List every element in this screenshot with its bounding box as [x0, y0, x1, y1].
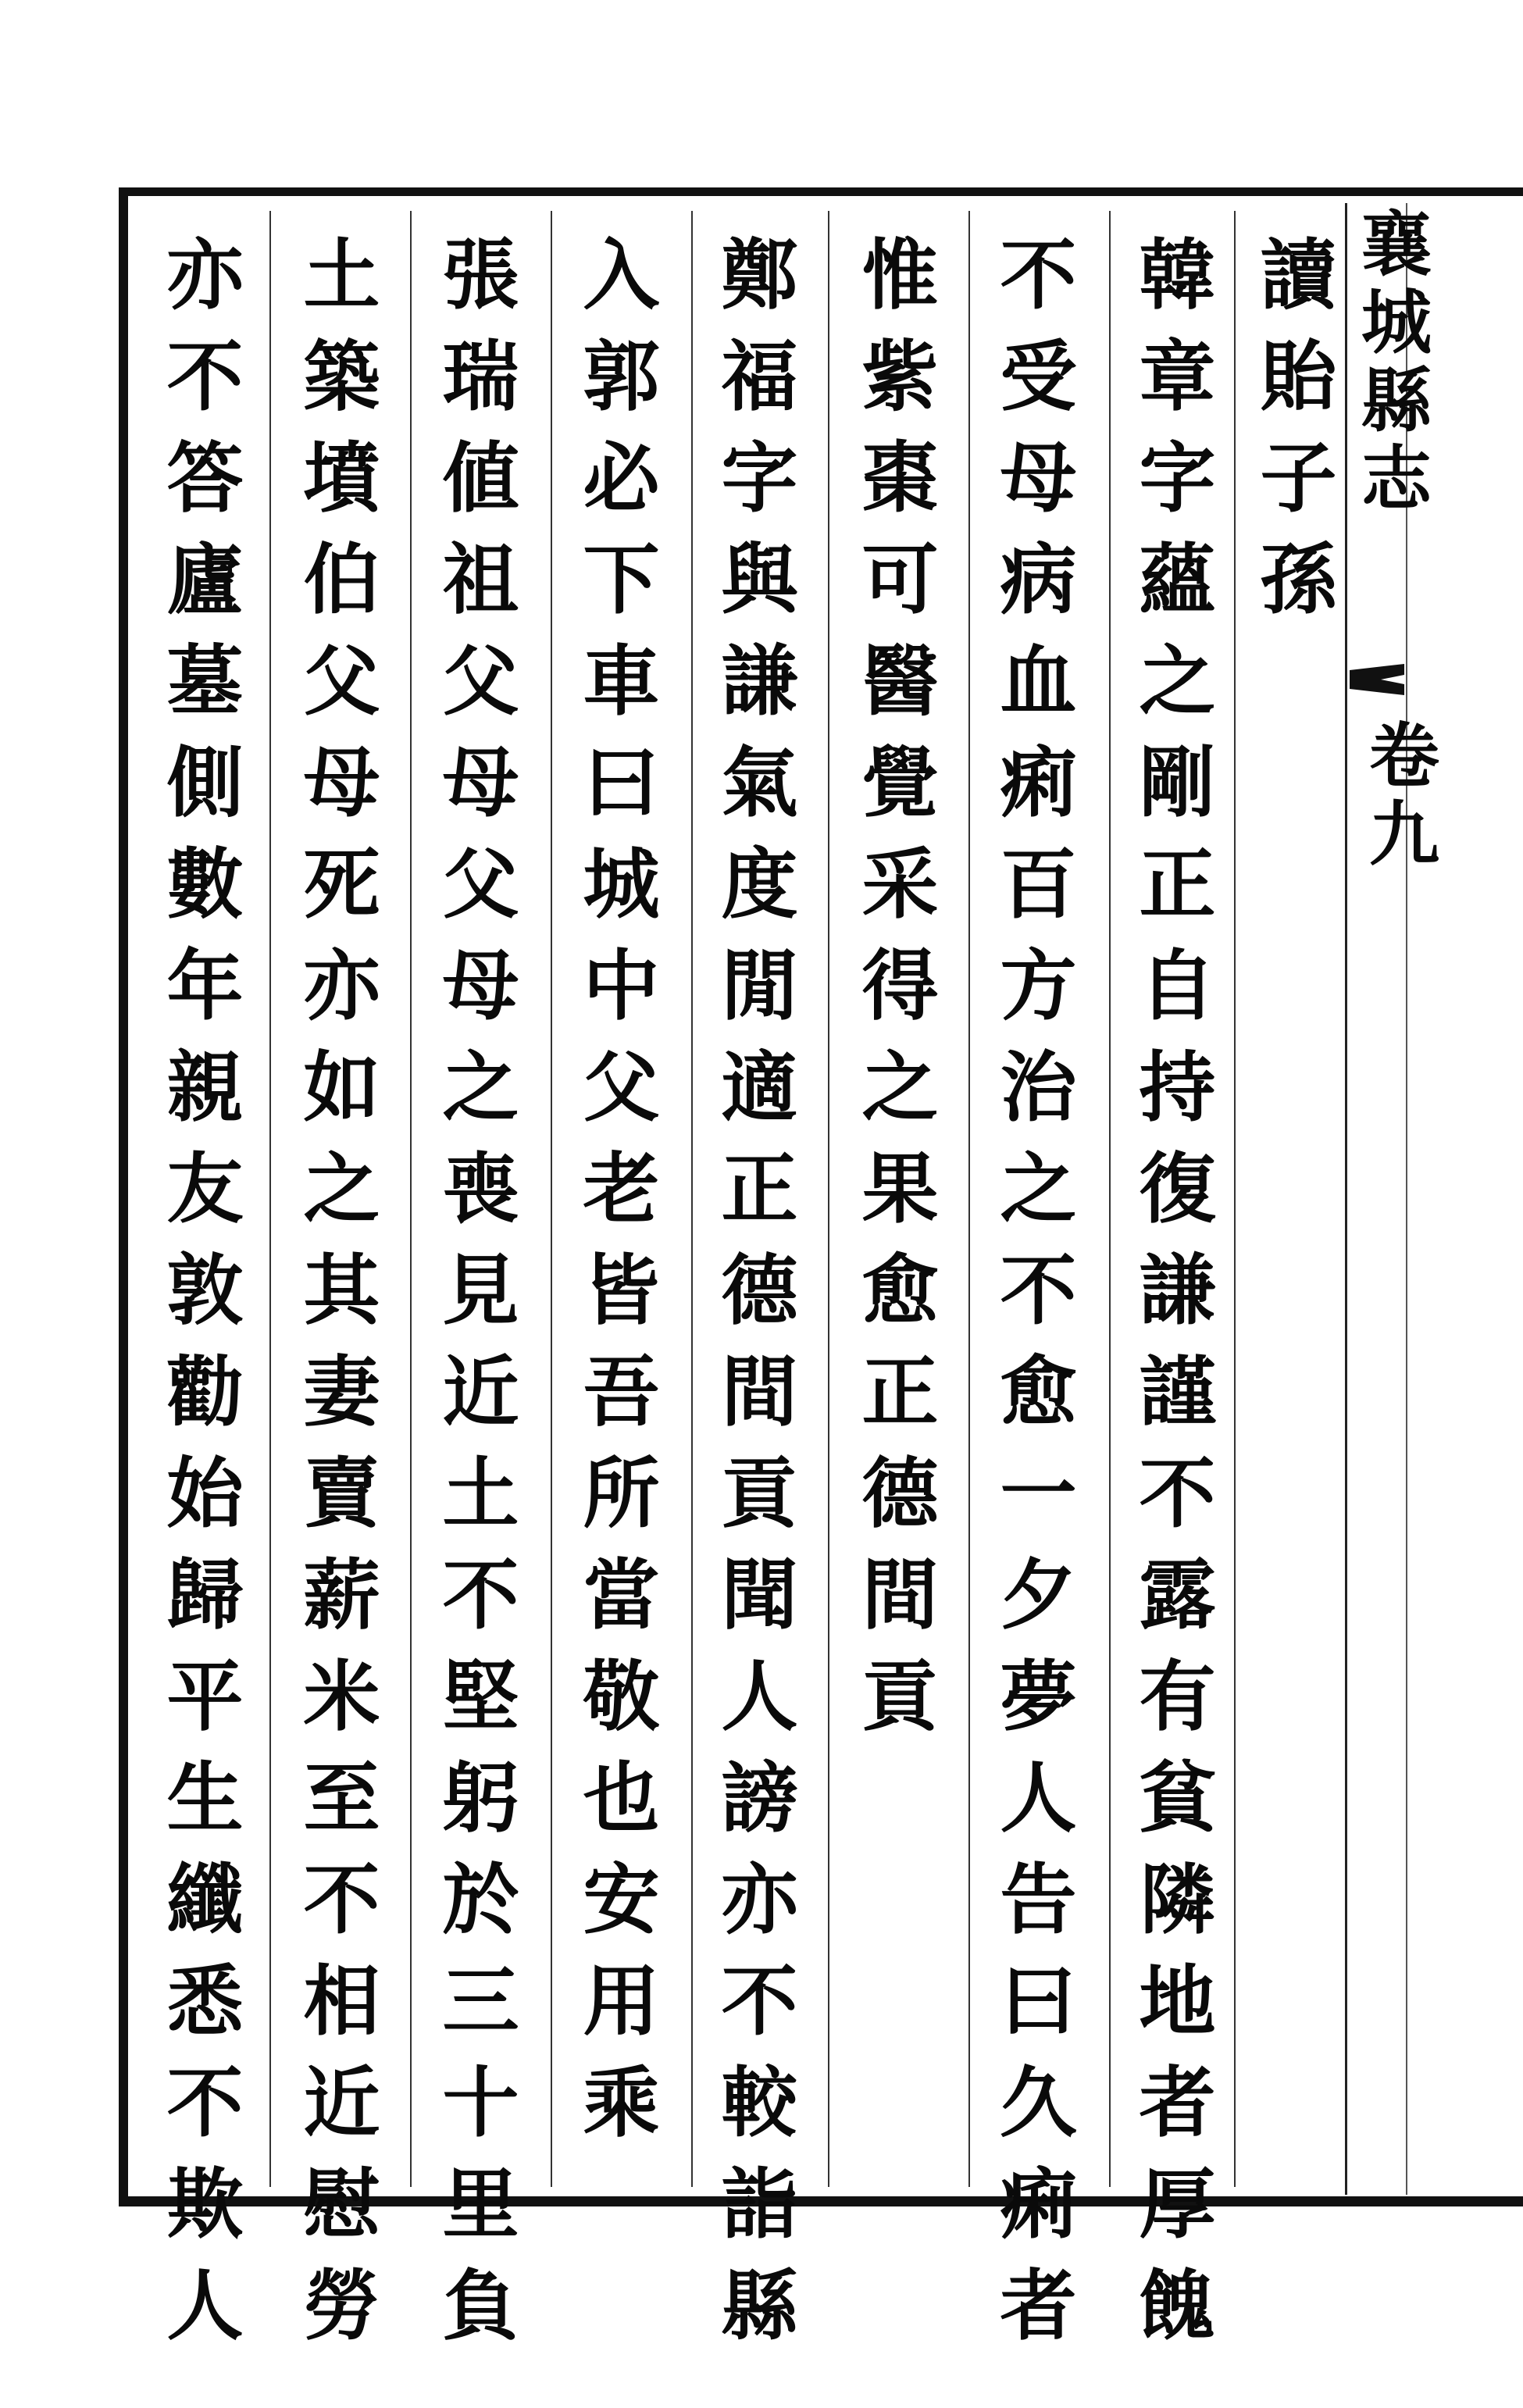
margin-book-title: 襄城縣志	[1349, 207, 1432, 519]
text-column-2: 韓章字蘊之剛正自持復謙謹不露有貧隣地者厚餽	[1126, 234, 1216, 2367]
text-column-8: 土築墳伯父母死亦如之其妻賣薪米至不相近慰勞	[291, 234, 380, 2367]
column-rule	[269, 211, 271, 2187]
margin-divider	[1345, 203, 1347, 2195]
column-rule	[828, 211, 829, 2187]
column-rule	[1109, 211, 1111, 2187]
fish-tail-mark-icon	[1350, 664, 1404, 695]
text-column-5: 鄭福字與謙氣度閒適正德間貢聞人謗亦不較詣縣	[708, 234, 798, 2367]
frame-left-border	[119, 187, 128, 2206]
column-rule	[1234, 211, 1236, 2187]
column-rule	[968, 211, 970, 2187]
column-rule	[691, 211, 693, 2187]
text-column-3: 不受母病血痢百方治之不愈一夕夢人告曰久痢者	[987, 234, 1077, 2367]
text-column-1: 讀貽子孫	[1247, 234, 1337, 640]
column-rule	[410, 211, 412, 2187]
column-rule	[551, 211, 552, 2187]
text-column-7: 張瑞値祖父母父母之喪見近土不堅躬於三十里負	[430, 234, 519, 2367]
text-column-6: 入郭必下車曰城中父老皆吾所當敬也安用乘	[570, 234, 660, 2164]
text-column-4: 惟紫棗可醫覺采得之果愈正德間貢	[849, 234, 939, 1757]
text-column-9: 亦不答廬墓側數年親友敦勸始歸平生纖悉不欺人	[154, 234, 244, 2367]
margin-volume-label: 卷九	[1357, 719, 1439, 875]
frame-top-border	[123, 187, 1523, 196]
